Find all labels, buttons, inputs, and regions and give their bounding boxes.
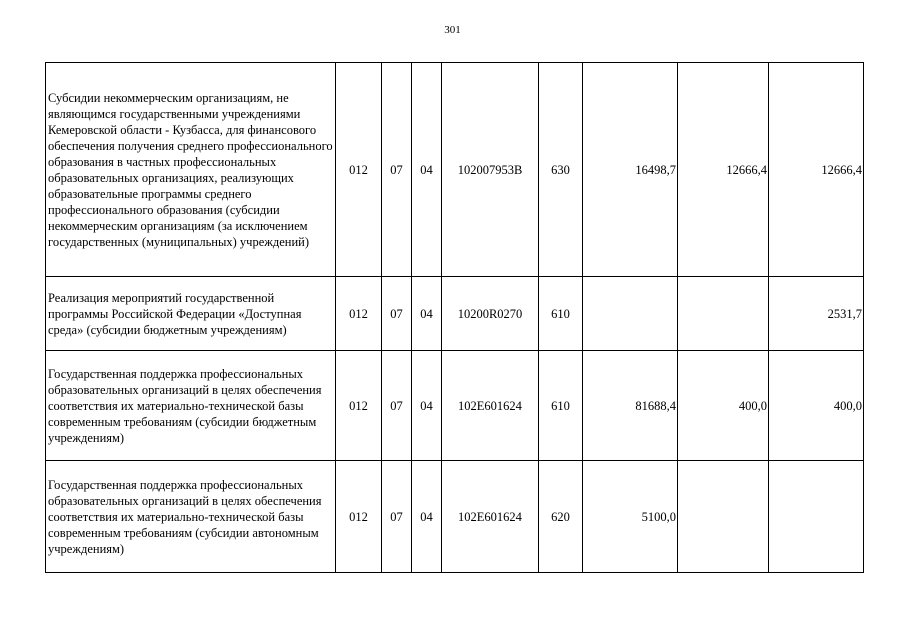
row-description: Субсидии некоммерческим организациям, не являющимся государственными учреждениями Кемеровской области - Кузбасса, для финансового обеспечения получения среднего профессионального образования в частных профессиональных образовательных организациях, реализующих образовательные программы среднего профессионального образования (субсидии некоммерческим организациям (за исключением государственных (муниципальных) учреждений)	[46, 63, 336, 277]
amount-year-1: 5100,0	[583, 461, 678, 573]
section-code: 07	[382, 461, 412, 573]
table-row	[46, 277, 864, 351]
table-row	[46, 63, 864, 277]
expense-type-code: 630	[539, 63, 583, 277]
amount-year-3: 12666,4	[769, 63, 864, 277]
expense-type-code: 620	[539, 461, 583, 573]
target-article-code: 102Е601624	[442, 461, 539, 573]
amount-year-3: 2531,7	[769, 277, 864, 351]
subsection-code: 04	[412, 461, 442, 573]
amount-year-1: 16498,7	[583, 63, 678, 277]
row-description: Государственная поддержка профессиональных образовательных организаций в целях обеспечения соответствия их материально-технической базы современным требованиям (субсидии бюджетным учреждениям)	[46, 351, 336, 461]
amount-year-1: 81688,4	[583, 351, 678, 461]
row-description: Реализация мероприятий государственной программы Российской Федерации «Доступная среда» (субсидии бюджетным учреждениям)	[46, 277, 336, 351]
expense-type-code: 610	[539, 277, 583, 351]
table-row	[46, 461, 864, 573]
subsection-code: 04	[412, 63, 442, 277]
target-article-code: 102Е601624	[442, 351, 539, 461]
target-article-code: 102007953В	[442, 63, 539, 277]
ministry-code: 012	[336, 277, 382, 351]
amount-year-3	[769, 461, 864, 573]
ministry-code: 012	[336, 63, 382, 277]
amount-year-2	[678, 277, 769, 351]
budget-table	[45, 62, 864, 573]
subsection-code: 04	[412, 277, 442, 351]
expense-type-code: 610	[539, 351, 583, 461]
section-code: 07	[382, 351, 412, 461]
ministry-code: 012	[336, 461, 382, 573]
section-code: 07	[382, 63, 412, 277]
amount-year-2: 400,0	[678, 351, 769, 461]
amount-year-3: 400,0	[769, 351, 864, 461]
target-article-code: 10200R0270	[442, 277, 539, 351]
page-number: 301	[444, 24, 461, 36]
table-row	[46, 351, 864, 461]
amount-year-2: 12666,4	[678, 63, 769, 277]
amount-year-2	[678, 461, 769, 573]
amount-year-1	[583, 277, 678, 351]
ministry-code: 012	[336, 351, 382, 461]
section-code: 07	[382, 277, 412, 351]
row-description: Государственная поддержка профессиональных образовательных организаций в целях обеспечения соответствия их материально-технической базы современным требованиям (субсидии автономным учреждениям)	[46, 461, 336, 573]
subsection-code: 04	[412, 351, 442, 461]
